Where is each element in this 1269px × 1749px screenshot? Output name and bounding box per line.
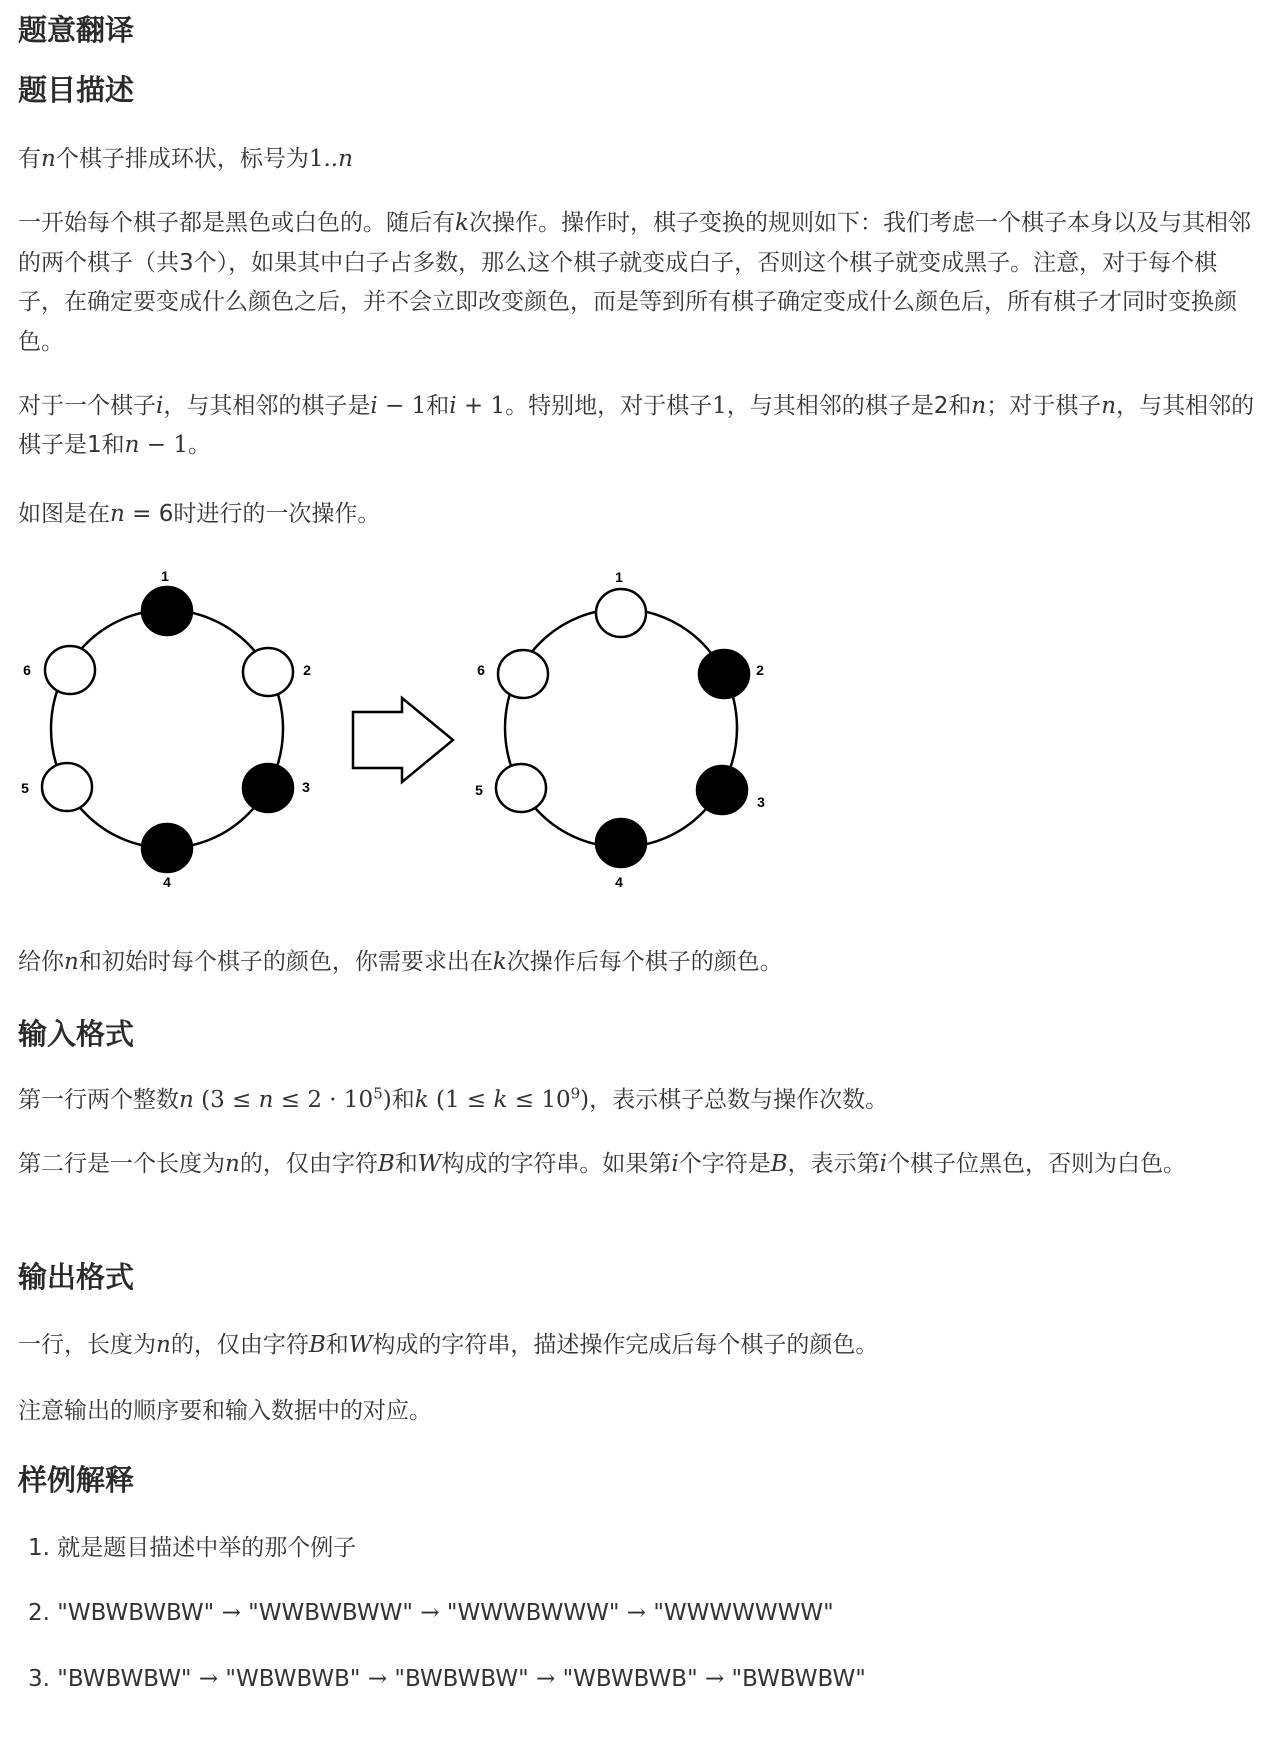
math-run: → [704,1666,725,1692]
text-run: 的，仅由字符 [170,1332,309,1358]
piece-label: 5 [21,780,29,796]
text-run: 和 [394,1151,418,1177]
text-run: 2. "WBWBWBW" [28,1600,222,1626]
text-run: 6时进行的一次操作。 [158,501,381,527]
chess-piece-after-1 [596,589,646,637]
text-run: "WWWWWWW" [646,1600,834,1626]
math-run: ) [382,1087,392,1113]
math-run: 5 [373,1084,383,1103]
math-run: n [64,949,79,975]
chess-piece-after-5 [496,764,546,812]
math-run: ≤ 10 [507,1087,571,1113]
text-run: 有 [18,146,41,172]
math-run: B [308,1332,326,1358]
math-run: → [626,1600,647,1626]
paragraph [18,1390,1258,1433]
text-run: 个字符是 [678,1151,771,1177]
text-run: 3. "BWBWBW" [28,1666,199,1692]
text-run: 一开始每个棋子都是黑色或白色的。随后有 [18,210,455,236]
text-run: ，与其相邻的棋子是 [163,393,371,419]
text-run: "WWWBWWW" [439,1600,627,1626]
math-run: (3 ≤ [193,1087,259,1113]
math-run: → [221,1600,241,1626]
text-run: 和 [325,1332,349,1358]
math-run: W [348,1332,373,1358]
text-run: 对于一个棋子 [18,393,156,419]
text-run: 1. 就是题目描述中举的那个例子 [28,1535,357,1561]
chess-piece-after-4 [596,819,646,867]
text-run: 第二行是一个长度为 [18,1151,225,1177]
text-run: 第一行两个整数 [18,1087,179,1113]
piece-label: 4 [163,874,171,890]
text-run: 构成的字符串。如果第 [441,1151,672,1177]
math-run: (1 ≤ [428,1087,494,1113]
math-run: = [124,501,159,527]
chess-piece-before-4 [142,824,192,872]
piece-label: 6 [477,662,485,678]
text-run: 和 [426,393,450,419]
chess-piece-before-1 [142,587,192,635]
math-run: → [535,1666,556,1692]
math-run: n [338,146,353,172]
text-run: 和初始时每个棋子的颜色，你需要求出在 [78,949,493,975]
page-title: 题意翻译 [18,13,135,47]
piece-label: 1 [615,569,623,585]
math-run: − 1 [139,432,188,458]
text-run: ，表示第 [787,1151,880,1177]
text-run: "WBWBWB" [555,1666,705,1692]
math-run: ≤ 2 · 10 [273,1087,374,1113]
paragraph [18,1079,1258,1122]
math-run: i [449,393,457,419]
paragraph [18,1324,1258,1367]
math-run: n [124,432,140,458]
text-run: ，与其相邻的棋子是2和 [726,393,972,419]
math-run: W [417,1151,442,1177]
text-run: 次操作后每个棋子的颜色。 [506,949,783,975]
chess-ring-figure [0,540,800,900]
text-run: 如图是在 [18,501,110,527]
math-run: B [770,1151,788,1177]
text-run: "WWBWBWW" [240,1600,421,1626]
math-run: B [377,1151,395,1177]
text-run: 构成的字符串，描述操作完成后每个棋子的颜色。 [372,1332,879,1358]
right-arrow-icon [353,698,453,782]
math-run: − 1 [377,393,427,419]
chess-piece-before-5 [42,763,92,811]
paragraph [18,138,1258,181]
math-run: i [671,1151,679,1177]
text-run: 。特别地，对于棋子 [505,393,713,419]
math-run: → [198,1666,219,1692]
piece-label: 1 [161,568,169,584]
math-run: i [370,393,378,419]
piece-label: 6 [23,662,31,678]
math-run: ) [580,1087,590,1113]
math-run: 1 [712,393,727,419]
piece-label: 2 [303,662,311,678]
list-item [28,1658,1268,1701]
math-run: k [414,1087,429,1113]
paragraph [18,493,1258,536]
text-run: 。 [188,432,211,458]
math-run: k [492,949,507,975]
math-run: i [879,1151,887,1177]
text-run: "WBWBWB" [218,1666,368,1692]
text-run: ，表示棋子总数与操作次数。 [589,1087,889,1113]
chess-piece-before-6 [45,646,95,694]
math-run: n [258,1087,274,1113]
list-item [28,1592,1268,1635]
list-item [28,1527,1268,1570]
piece-label: 5 [475,782,483,798]
paragraph [18,204,1258,362]
piece-label: 3 [757,794,765,810]
chess-piece-after-3 [697,766,747,814]
paragraph [18,387,1258,465]
text-run: ，与其相邻的棋子是1和 [18,393,1255,458]
math-run: n [156,1332,171,1358]
piece-label: 3 [302,779,310,795]
chess-piece-before-3 [243,764,293,812]
text-run: ；对于棋子 [986,393,1102,419]
text-run: "BWBWBW" [387,1666,536,1692]
chess-piece-after-2 [699,650,749,698]
math-run: i [156,393,164,419]
math-run: n [179,1087,194,1113]
chess-piece-after-6 [498,650,548,698]
math-run: k [455,210,469,236]
text-run: 一行，长度为 [18,1332,156,1358]
paragraph [18,941,1258,984]
text-run: 的，仅由字符 [239,1151,378,1177]
math-run: → [420,1600,440,1626]
heading-description: 题目描述 [18,73,135,107]
text-run: 个棋子排成环状，标号为 [55,146,309,172]
chess-piece-before-2 [243,648,293,696]
text-run: 和 [391,1087,415,1113]
math-run: .. [323,146,339,172]
math-run: 1 [308,146,324,172]
text-run: "BWBWBW" [724,1666,866,1692]
math-run: + 1 [456,393,506,419]
ring-before [51,610,283,848]
math-run: n [971,393,987,419]
heading-sample: 样例解释 [18,1463,135,1497]
heading-output: 输出格式 [18,1260,135,1294]
piece-label: 2 [756,662,764,678]
paragraph [18,1145,1258,1184]
math-run: n [1101,393,1117,419]
math-run: 9 [570,1084,581,1103]
math-run: n [110,501,125,527]
math-run: → [367,1666,388,1692]
ring-after [505,609,737,847]
text-run: 个棋子位黑色，否则为白色。 [887,1151,1186,1177]
math-run: n [41,146,56,172]
piece-label: 4 [615,874,623,890]
math-run: k [493,1087,508,1113]
text-run: 给你 [18,949,64,975]
heading-input: 输入格式 [18,1017,135,1051]
text-run: 注意输出的顺序要和输入数据中的对应。 [18,1398,432,1424]
math-run: n [225,1151,240,1177]
text-run: 次操作。操作时，棋子变换的规则如下：我们考虑一个棋子本身以及与其相邻的两个棋子（共3个），如果其中白子占多数，那么这个棋子就变成白子，否则这个棋子就变成黑子。注意，对于每个棋子，在确定要变成什么颜色之后，并不会立即改变颜色，而是等到所有棋子确定变成什么颜色后，所有棋子才同时变换颜色。 [18,210,1251,355]
